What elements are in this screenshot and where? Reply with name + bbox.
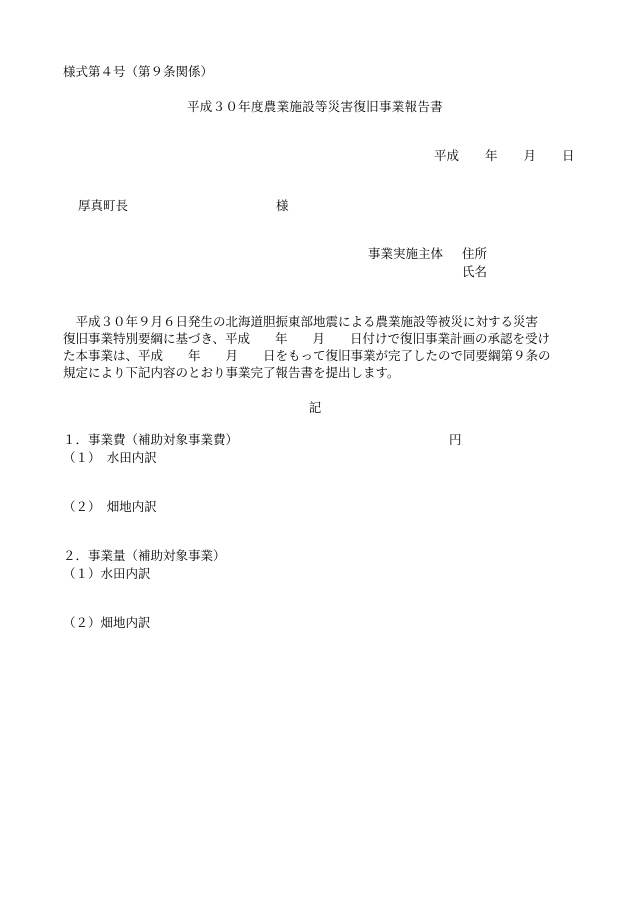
section1-unit: 円 bbox=[449, 432, 462, 447]
section2-field-breakdown: （２）畑地内訳 bbox=[63, 615, 151, 630]
implementer-label: 事業実施主体 bbox=[368, 246, 444, 261]
date-year: 年 bbox=[485, 148, 498, 163]
date-era: 平成 bbox=[434, 148, 460, 163]
addressee-name: 厚真町長 bbox=[78, 198, 129, 213]
section1-heading: １．事業費（補助対象事業費） bbox=[63, 432, 239, 447]
body-line: 復旧事業特別要綱に基づき、平成 年 月 日付けで復旧事業計画の承認を受け bbox=[63, 331, 551, 346]
section2-heading: ２．事業量（補助対象事業） bbox=[63, 548, 226, 563]
ki-heading: 記 bbox=[308, 400, 322, 415]
form-number: 様式第４号（第９条関係） bbox=[63, 64, 214, 79]
section1-field-breakdown: （２） 畑地内訳 bbox=[63, 499, 157, 514]
addressee-honorific: 様 bbox=[276, 198, 289, 213]
body-line: 平成３０年９月６日発生の北海道胆振東部地震による農業施設等被災に対する災害 bbox=[63, 314, 539, 329]
date-day: 日 bbox=[562, 148, 575, 163]
body-line: 規定により下記内容のとおり事業完了報告書を提出します。 bbox=[63, 365, 400, 380]
date-month: 月 bbox=[523, 148, 537, 163]
document-title: 平成３０年度農業施設等災害復旧事業報告書 bbox=[186, 99, 443, 114]
body-line: た本事業は、平成 年 月 日をもって復旧事業が完了したので同要綱第９条の bbox=[63, 348, 551, 363]
date-line bbox=[434, 148, 575, 164]
section2-paddy-breakdown: （１）水田内訳 bbox=[63, 566, 151, 581]
name-label: 氏名 bbox=[462, 264, 488, 279]
address-label: 住所 bbox=[462, 246, 488, 261]
section1-paddy-breakdown: （１） 水田内訳 bbox=[63, 450, 157, 465]
body-paragraph bbox=[63, 313, 583, 381]
